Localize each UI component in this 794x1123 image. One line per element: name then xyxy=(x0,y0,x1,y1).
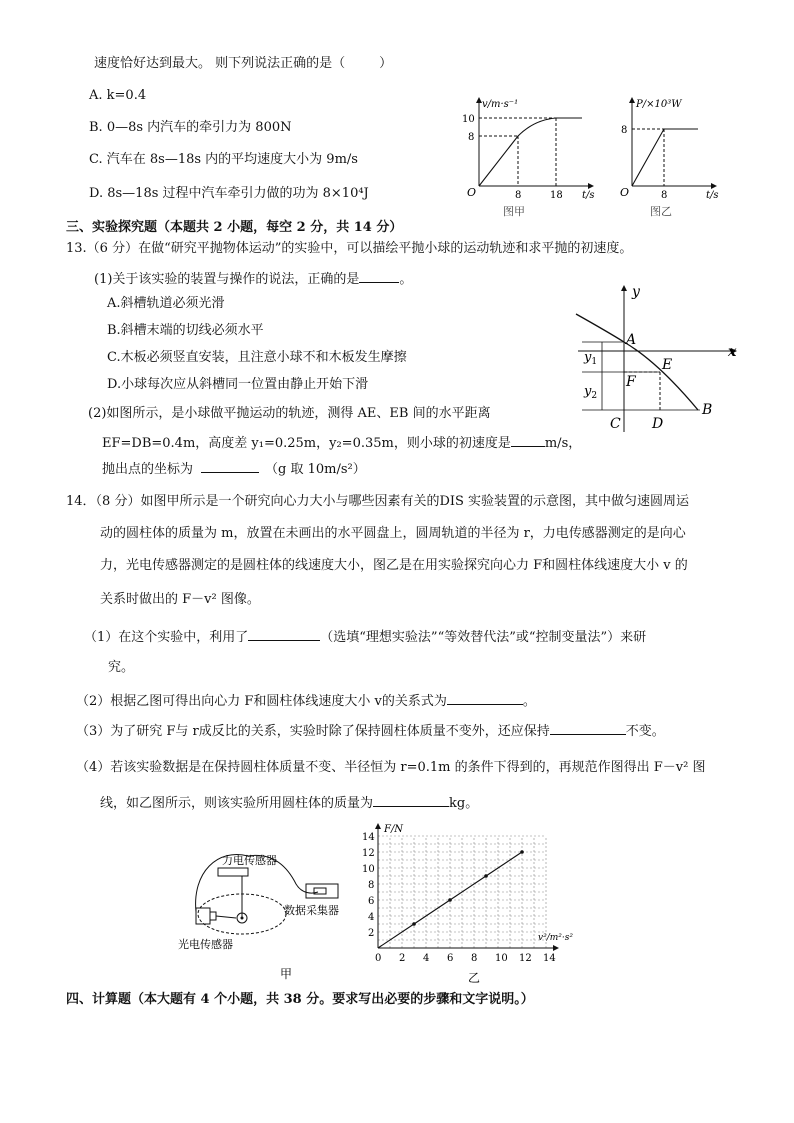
q14-sub2: （2）根据乙图可得出向心力 F和圆柱体线速度大小 v的关系式为 。 xyxy=(76,694,536,709)
q12-stem: 速度恰好达到最大。 则下列说法正确的是（ ） xyxy=(94,56,393,71)
y-tick-label: 6 xyxy=(368,896,375,907)
q13-option-a: A.斜槽轨道必须光滑 xyxy=(107,296,225,311)
yi-caption: 图乙 xyxy=(650,205,672,218)
fig-label-c: C xyxy=(610,416,621,432)
q13-part2-line3: 抛出点的坐标为 （g 取 10m/s²） xyxy=(102,462,366,477)
section4-title: 四、计算题（本大题有 4 个小题，共 38 分。要求写出必要的步骤和文字说明。） xyxy=(66,992,534,1007)
jia-curve xyxy=(479,118,582,186)
fig-label-y: y xyxy=(632,284,640,300)
fig-label-y2: $y_2$ xyxy=(584,384,598,401)
data-point xyxy=(448,898,452,902)
q14-line2: 动的圆柱体的质量为 m，放置在未画出的水平圆盘上，圆周轨道的半径为 r，力电传感器测定的是向心 xyxy=(100,526,686,541)
jia-ytick-10: 10 xyxy=(462,114,475,125)
fig-label-f: F xyxy=(626,374,636,390)
x-axis-label: v²/m²·s² xyxy=(538,933,573,943)
q14-sub4-line1: （4）若该实验数据是在保持圆柱体质量不变、半径恒为 r=0.1m 的条件下得到的，再规范作图得出 F－v² 图 xyxy=(76,760,706,775)
fig-label-b: B xyxy=(702,402,713,418)
x-tick-label: 2 xyxy=(399,953,406,964)
data-point xyxy=(520,850,524,854)
yi-ylabel: P/×10³W xyxy=(636,99,682,110)
y-tick-label: 12 xyxy=(362,848,375,859)
q13-part1: (1)关于该实验的装置与操作的说法，正确的是 。 xyxy=(94,272,413,287)
jia-caption: 图甲 xyxy=(503,205,525,218)
label-force-sensor: 力电传感器 xyxy=(222,854,277,867)
q12-graph-yi xyxy=(616,94,726,219)
x-tick-label: 0 xyxy=(375,953,382,964)
q13-trajectory-figure xyxy=(568,282,748,437)
section3-title: 三、实验探究题（本题共 2 小题，每空 2 分，共 14 分） xyxy=(66,220,403,235)
caption-jia: 甲 xyxy=(280,967,293,981)
y-tick-label: 8 xyxy=(368,880,375,891)
chart-caption: 乙 xyxy=(468,971,481,985)
data-point xyxy=(484,874,488,878)
x-tick-label: 12 xyxy=(519,953,532,964)
jia-ytick-8: 8 xyxy=(468,132,475,143)
y-axis-label: F/N xyxy=(384,824,404,835)
data-collector-box xyxy=(306,884,338,898)
q13-part2-line1: (2)如图所示，是小球做平抛运动的轨迹，测得 AE、EB 间的水平距离 xyxy=(88,406,491,421)
x-tick-label: 14 xyxy=(543,953,556,964)
q14-sub1-cont: 究。 xyxy=(108,660,135,675)
q14-line3: 力，光电传感器测定的是圆柱体的线速度大小，图乙是在用实验探究向心力 F和圆柱体线速度大小 v 的 xyxy=(100,558,688,573)
label-data-collector: 数据采集器 xyxy=(284,904,339,917)
jia-xlabel: t/s xyxy=(582,190,595,201)
data-point xyxy=(412,922,416,926)
q14-sub3: （3）为了研究 F与 r成反比的关系，实验时除了保持圆柱体质量不变外，还应保持 不变。 xyxy=(76,724,665,739)
fig-label-y1: $y_1$ xyxy=(584,350,598,367)
q12-option-b: B. 0—8s 内汽车的牵引力为 800N xyxy=(89,120,292,135)
q14-line4: 关系时做出的 F－v² 图像。 xyxy=(100,592,260,607)
jia-xtick-18: 18 xyxy=(550,190,563,201)
q14-sub1: （1）在这个实验中，利用了 （选填“理想实验法”“等效替代法”或“控制变量法”）来研 xyxy=(84,630,647,645)
q14-f-v2-chart xyxy=(352,818,592,985)
q13-part2-line2: EF=DB=0.4m，高度差 y₁=0.25m，y₂=0.35m，则小球的初速度是 m/s， xyxy=(102,436,582,451)
fig-label-d: D xyxy=(652,416,664,432)
yi-xtick-8: 8 xyxy=(661,190,668,201)
y-tick-label: 10 xyxy=(362,864,375,875)
q14-sub4-line2: 线，如乙图所示，则该实验所用圆柱体的质量为 kg。 xyxy=(100,796,479,811)
y-tick-label: 2 xyxy=(368,928,375,939)
x-tick-label: 8 xyxy=(471,953,478,964)
yi-origin: O xyxy=(620,186,630,199)
q13-option-b: B.斜槽末端的切线必须水平 xyxy=(107,323,264,338)
q12-option-d: D. 8s—18s 过程中汽车牵引力做的功为 8×10⁴J xyxy=(89,186,369,201)
force-sensor-box xyxy=(218,868,248,876)
yi-curve xyxy=(632,129,698,186)
x-tick-label: 6 xyxy=(447,953,454,964)
x-tick-label: 4 xyxy=(423,953,430,964)
fig-label-a: A xyxy=(626,332,637,348)
label-photo-sensor: 光电传感器 xyxy=(178,938,233,951)
q13-option-c: C.木板必须竖直安装，且注意小球不和木板发生摩擦 xyxy=(107,350,407,365)
jia-origin: O xyxy=(467,186,477,199)
fig-label-x: x xyxy=(728,344,737,360)
q12-graph-jia xyxy=(460,94,600,219)
q12-option-a: A. k=0.4 xyxy=(89,88,147,103)
q14-line1: 14．（8 分）如图甲所示是一个研究向心力大小与哪些因素有关的DIS 实验装置的示意图，其中做匀速圆周运 xyxy=(66,494,690,509)
y-tick-label: 14 xyxy=(362,832,375,843)
q13-stem: 13.（6 分）在做“研究平抛物体运动”的实验中，可以描绘平抛小球的运动轨迹和求平抛的初速度。 xyxy=(66,241,633,256)
yi-xlabel: t/s xyxy=(706,190,719,201)
yi-ytick-8: 8 xyxy=(621,125,628,136)
fig-label-e: E xyxy=(662,357,673,373)
q12-option-c: C. 汽车在 8s—18s 内的平均速度大小为 9m/s xyxy=(89,152,358,167)
y-tick-label: 4 xyxy=(368,912,375,923)
q14-apparatus-figure xyxy=(178,828,348,981)
jia-xtick-8: 8 xyxy=(515,190,522,201)
q13-option-d: D.小球每次应从斜槽同一位置由静止开始下滑 xyxy=(107,377,369,392)
jia-ylabel: v/m·s⁻¹ xyxy=(482,99,519,110)
x-tick-label: 10 xyxy=(495,953,508,964)
